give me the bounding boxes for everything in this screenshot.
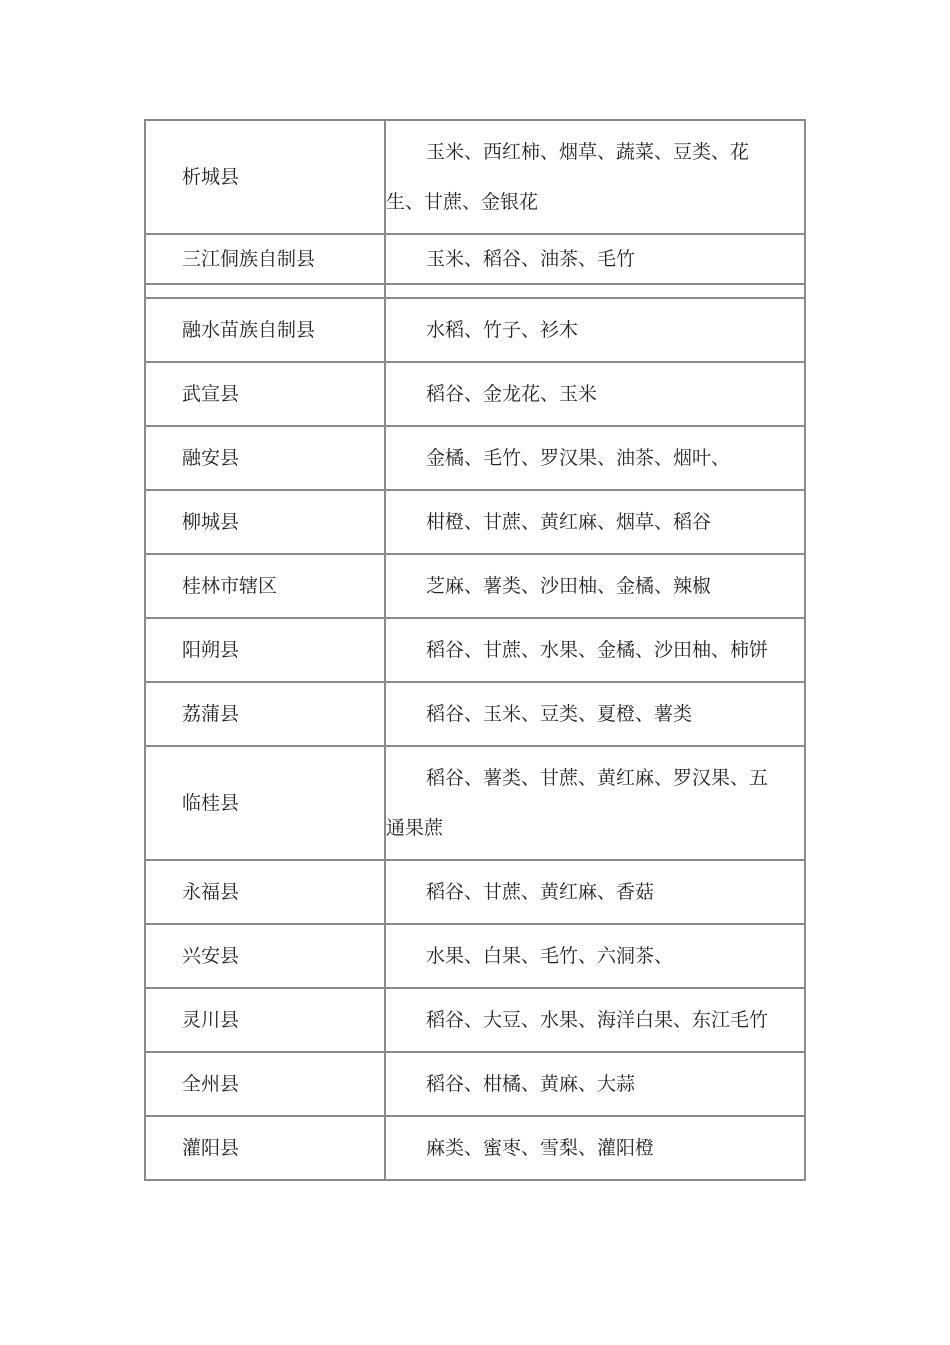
- county-cell: 融安县: [145, 426, 385, 490]
- county-cell: 武宣县: [145, 362, 385, 426]
- table-row: [145, 746, 805, 860]
- county-cell: 兴安县: [145, 924, 385, 988]
- table-row: [145, 120, 805, 234]
- county-cell: 桂林市辖区: [145, 554, 385, 618]
- county-cell: 灌阳县: [145, 1116, 385, 1180]
- products-cell: [385, 362, 805, 426]
- products-text: 麻类、蜜枣、雪梨、灌阳橙: [426, 1137, 655, 1159]
- products-text: 水稻、竹子、衫木: [426, 319, 579, 341]
- products-text: 柑橙、甘蔗、黄红麻、烟草、稻谷: [426, 511, 712, 533]
- products-cell: [385, 298, 805, 362]
- county-cell: 三江侗族自制县: [145, 234, 385, 284]
- products-text: 稻谷、大豆、水果、海洋白果、东江毛竹: [426, 1009, 769, 1031]
- products-cell: [385, 234, 805, 284]
- county-cell: 全州县: [145, 1052, 385, 1116]
- table-row: [145, 1052, 805, 1116]
- table-row: [145, 988, 805, 1052]
- products-cell: [385, 490, 805, 554]
- table-row: [145, 1116, 805, 1180]
- products-cell: [385, 746, 805, 860]
- products-text: 稻谷、玉米、豆类、夏橙、薯类: [426, 703, 693, 725]
- county-cell: 柳城县: [145, 490, 385, 554]
- products-text: 金橘、毛竹、罗汉果、油茶、烟叶、: [426, 447, 731, 469]
- county-products-table: [144, 119, 806, 1181]
- spacer-cell: [145, 284, 385, 298]
- table-row: [145, 234, 805, 284]
- products-cell: [385, 988, 805, 1052]
- products-text: 稻谷、甘蔗、水果、金橘、沙田柚、柿饼: [426, 639, 769, 661]
- table-row: [145, 298, 805, 362]
- products-cell: [385, 682, 805, 746]
- products-cell: [385, 1052, 805, 1116]
- products-cell: [385, 120, 805, 234]
- table-row: [145, 426, 805, 490]
- table-row: [145, 860, 805, 924]
- products-cell: [385, 1116, 805, 1180]
- products-text: 稻谷、金龙花、玉米: [426, 383, 598, 405]
- table-row: [145, 490, 805, 554]
- products-cell: [385, 860, 805, 924]
- products-text: 稻谷、柑橘、黄麻、大蒜: [426, 1073, 636, 1095]
- products-text: 水果、白果、毛竹、六洞茶、: [426, 945, 674, 967]
- products-cell: [385, 554, 805, 618]
- products-cell: [385, 924, 805, 988]
- products-cell: [385, 618, 805, 682]
- county-cell: 灵川县: [145, 988, 385, 1052]
- table-spacer-row: [145, 284, 805, 298]
- table-row: [145, 924, 805, 988]
- products-cell: [385, 426, 805, 490]
- products-text: 玉米、稻谷、油茶、毛竹: [426, 248, 636, 270]
- products-text: 玉米、西红柿、烟草、蔬菜、豆类、花生、甘蔗、金银花: [386, 141, 750, 213]
- table-row: [145, 682, 805, 746]
- county-cell: 融水苗族自制县: [145, 298, 385, 362]
- products-text: 稻谷、甘蔗、黄红麻、香菇: [426, 881, 655, 903]
- table-row: [145, 362, 805, 426]
- table-row: [145, 554, 805, 618]
- products-text: 稻谷、薯类、甘蔗、黄红麻、罗汉果、五通果蔗: [386, 767, 769, 839]
- spacer-cell: [385, 284, 805, 298]
- county-cell: 永福县: [145, 860, 385, 924]
- table-row: [145, 618, 805, 682]
- county-cell: 阳朔县: [145, 618, 385, 682]
- products-text: 芝麻、薯类、沙田柚、金橘、辣椒: [426, 575, 712, 597]
- county-cell: 荔蒲县: [145, 682, 385, 746]
- county-cell: 析城县: [145, 120, 385, 234]
- county-cell: 临桂县: [145, 746, 385, 860]
